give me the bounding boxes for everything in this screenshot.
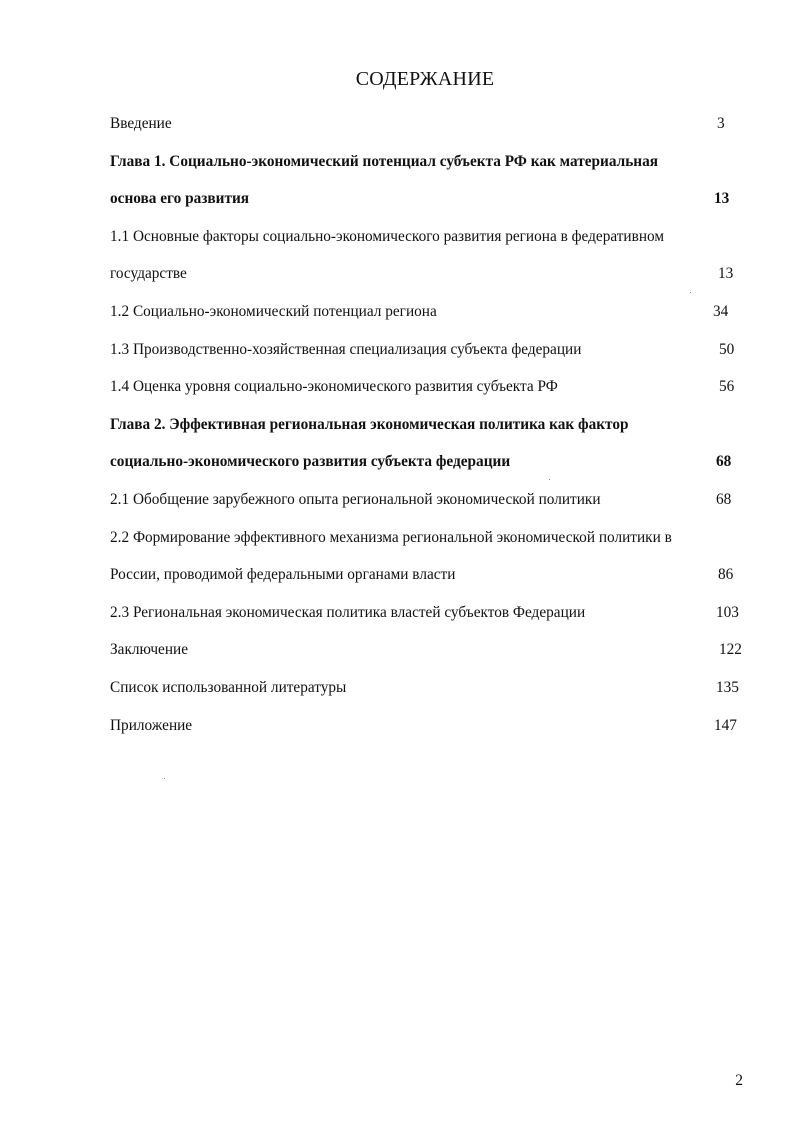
toc-entry-page: 147 [714, 716, 737, 734]
toc-entry-page: 135 [716, 678, 739, 696]
toc-title: СОДЕРЖАНИЕ [355, 68, 495, 90]
toc-entry-chapter-1-title-line-1 [110, 148, 750, 186]
toc-entry-references [110, 674, 750, 712]
toc-entry-text: 1.1 Основные факторы социально-экономического развития региона в федеративном [110, 227, 665, 245]
toc-entry-chapter-2-title-line-2 [110, 448, 750, 486]
toc-entry-text: России, проводимой федеральными органами власти [110, 566, 456, 584]
toc-entry-text: 1.4 Оценка уровня социально-экономического развития субъекта РФ [110, 378, 558, 396]
toc-entry-page: 3 [717, 115, 725, 132]
toc-entry-page: 122 [719, 641, 742, 659]
toc-entry-text: социально-экономического развития субъекта федерации [110, 453, 511, 471]
toc-entry-text: 2.2 Формирование эффективного механизма региональной экономической политики в [110, 528, 672, 546]
toc-entry-text: 2.3 Региональная экономическая политика властей субъектов Федерации [110, 603, 586, 621]
toc-entry-conclusion [110, 636, 750, 674]
toc-entry-text: 1.3 Производственно-хозяйственная специализация субъекта федерации [110, 340, 582, 358]
toc-entry-introduction [110, 110, 750, 148]
toc-entry-chapter-2-title-line-1 [110, 411, 750, 449]
scan-speck [164, 778, 165, 779]
toc-entry-page: 86 [718, 566, 734, 584]
toc-entry-section-1-4 [110, 373, 750, 411]
scan-speck [549, 479, 550, 480]
toc-entry-page: 50 [719, 340, 735, 358]
toc-entry-section-1-3 [110, 336, 750, 374]
toc-entry-text: основа его развития [110, 190, 250, 208]
toc-entry-text: Глава 2. Эффективная региональная экономическая политика как фактор [110, 415, 629, 433]
toc-entry-page: 68 [716, 453, 732, 471]
toc-entry-section-2-2-line-2 [110, 561, 750, 599]
toc-entry-text: Приложение [110, 716, 193, 734]
toc-entry-section-1-1-line-2 [110, 260, 750, 298]
toc-entry-section-1-2 [110, 298, 750, 336]
toc-entry-page: 56 [719, 378, 735, 396]
toc-entry-text: государстве [110, 265, 187, 283]
toc-entry-section-1-1-line-1 [110, 223, 750, 261]
toc-entry-text: 2.1 Обобщение зарубежного опыта региональной экономической политики [110, 490, 601, 508]
toc-entry-page: 13 [718, 265, 734, 283]
toc-entry-text: Заключение [110, 641, 189, 659]
toc-entry-text: Глава 1. Социально-экономический потенциал субъекта РФ как материальная [110, 152, 659, 170]
toc-entry-section-2-2-line-1 [110, 524, 750, 562]
toc-entry-page: 34 [713, 302, 729, 320]
scan-speck [690, 292, 691, 293]
toc-entry-page: 68 [716, 490, 732, 508]
toc-entry-chapter-1-title-line-2 [110, 185, 750, 223]
toc-entry-appendix [110, 712, 750, 750]
toc-entry-text: Список использованной литературы [110, 678, 347, 696]
table-of-contents [110, 110, 750, 749]
page-number: 2 [735, 1072, 743, 1089]
toc-entry-section-2-3 [110, 599, 750, 637]
toc-entry-text: 1.2 Социально-экономический потенциал региона [110, 302, 437, 320]
toc-entry-page: 103 [716, 603, 739, 621]
toc-entry-page: 13 [714, 190, 730, 208]
toc-entry-section-2-1 [110, 486, 750, 524]
toc-entry-text: Введение [110, 115, 172, 132]
